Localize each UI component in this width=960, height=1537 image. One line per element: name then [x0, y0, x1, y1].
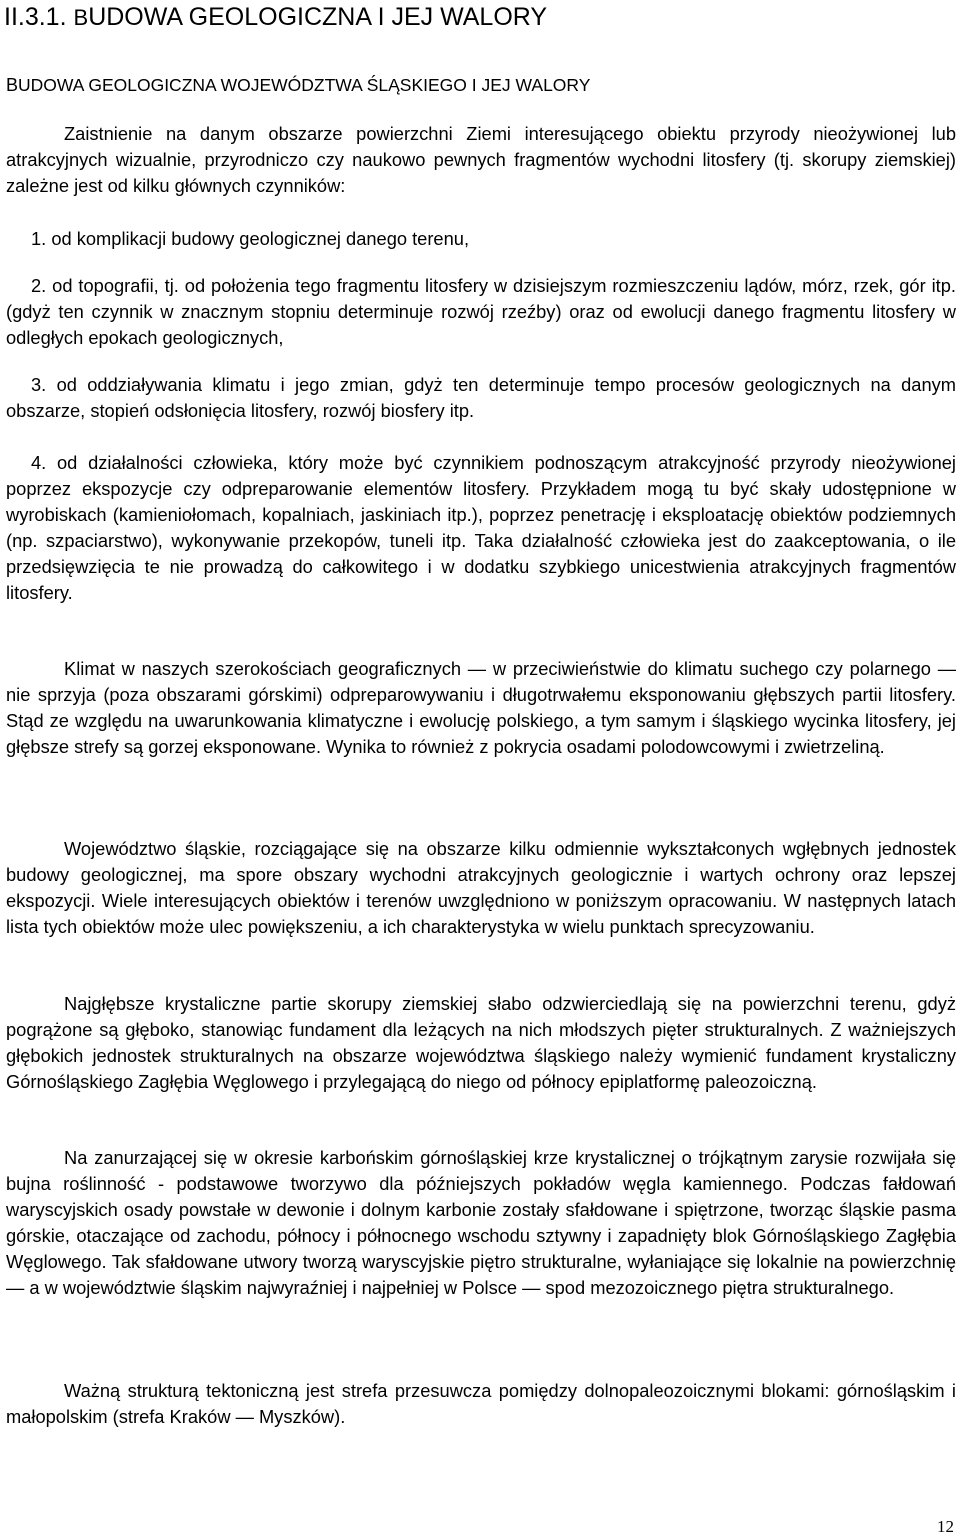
- section-title-rest: UDOWA GEOLOGICZNA I JEJ WALORY: [88, 3, 548, 31]
- section-title-initial: B: [73, 5, 89, 30]
- carboniferous-paragraph: Na zanurzającej się w okresie karbońskim górnośląskiej krze krystalicznej o trójkątnym zarysie rozwijała się bujna roślinność - podstawowe tworzywo dla późniejszych pokładów węgla kamiennego. Podczas fałdowań waryscyjskich osady powstałe w dewonie i dolnym karbonie zostały sfałdowane i spiętrzone, tworząc śląskie pasma górskie, otaczające od zachodu, północy i północnego wschodu sztywny i zapadnięty blok Górnośląskiego Zagłębia Węglowego. Tak sfałdowane utwory tworzą waryscyjskie piętro strukturalne, wyłaniające się lokalnie na powierzchnię — a w województwie śląskim najwyraźniej i najpełniej w Polsce — spod mezozoicznego piętra strukturalnego.: [6, 1147, 956, 1298]
- subsection-title-rest: UDOWA GEOLOGICZNA WOJEWÓDZTWA ŚLĄSKIEGO I JEJ WALORY: [18, 75, 591, 95]
- list-item-2: 2. od topografii, tj. od położenia tego fragmentu litosfery w dzisiejszym rozmieszczeniu lądów, mórz, rzek, gór itp. (gdyż ten czynnik w znacznym stopniu determinuje rozwój rzeźby) oraz od ewolucji danego fragmentu litosfery w odległych epokach geologicznych,: [6, 275, 956, 348]
- list-item-1: 1. od komplikacji budowy geologicznej danego terenu,: [31, 228, 470, 249]
- intro-paragraph: Zaistnienie na danym obszarze powierzchni Ziemi interesującego obiektu przyrody nieożywionej lub atrakcyjnych wizualnie, przyrodniczo czy naukowo pewnych fragmentów wychodni litosfery (tj. skorupy ziemskiej) zależne jest od kilku głównych czynników:: [6, 123, 956, 196]
- section-number: II.3.1.: [4, 3, 67, 31]
- crystalline-paragraph: Najgłębsze krystaliczne partie skorupy ziemskiej słabo odzwierciedlają się na powierzchni terenu, gdyż pogrążone są głęboko, stanowiąc fundament dla leżących na nich młodszych pięter strukturalnych. Z ważniejszych głębokich jednostek strukturalnych na obszarze województwa śląskiego należy wymienić fundament krystaliczny Górnośląskiego Zagłębia Węglowego i przylegającą do niego od północy epiplatformę paleozoiczną.: [6, 993, 956, 1092]
- subsection-title-initial: B: [6, 75, 19, 95]
- list-item-3: 3. od oddziaływania klimatu i jego zmian, gdyż ten determinuje tempo procesów geologicznych na danym obszarze, stopień odsłonięcia litosfery, rozwój biosfery itp.: [6, 374, 956, 421]
- climate-paragraph: Klimat w naszych szerokościach geograficznych — w przeciwieństwie do klimatu suchego czy polarnego — nie sprzyja (poza obszarami górskimi) odpreparowywaniu i długotrwałemu eksponowaniu głębszych partii litosfery. Stąd ze względu na uwarunkowania klimatyczne i ewolucję polskiego, a tym samym i śląskiego wycinka litosfery, jej głębsze strefy są gorzej eksponowane. Wynika to również z pokrycia osadami polodowcowymi i zwietrzeliną.: [6, 658, 956, 757]
- page-number: 12: [937, 1517, 954, 1536]
- subsection-heading: [6, 73, 590, 97]
- list-item-4: 4. od działalności człowieka, który może być czynnikiem podnoszącym atrakcyjność przyrody nieożywionej poprzez ekspozycje czy odpreparowanie elementów litosfery. Przykładem mogą tu być skały udostępnione w wyrobiskach (kamieniołomach, kopalniach, jaskiniach itp.), poprzez penetrację i eksploatację obiektów podziemnych (np. szpaciarstwo), wykonywanie przekopów, tuneli itp. Taka działalność człowieka jest do zaakceptowania, o ile przedsięwzięcia te nie prowadzą do całkowitego i w dodatku szybkiego unicestwienia atrakcyjnych fragmentów litosfery.: [6, 452, 956, 603]
- tectonic-paragraph: Ważną strukturą tektoniczną jest strefa przesuwcza pomiędzy dolnopaleozoicznymi blokami: górnośląskim i małopolskim (strefa Kraków — Myszków).: [6, 1380, 956, 1427]
- voivodeship-paragraph: Województwo śląskie, rozciągające się na obszarze kilku odmiennie wykształconych wgłębnych jednostek budowy geologicznej, ma spore obszary wychodni atrakcyjnych geologicznie i wartych ochrony oraz lepszej ekspozycji. Wiele interesujących obiektów i terenów uwzględniono w poniższym opracowaniu. W następnych latach lista tych obiektów może ulec powiększeniu, a ich charakterystyka w wielu punktach sprecyzowaniu.: [6, 838, 956, 937]
- section-heading: [4, 2, 547, 33]
